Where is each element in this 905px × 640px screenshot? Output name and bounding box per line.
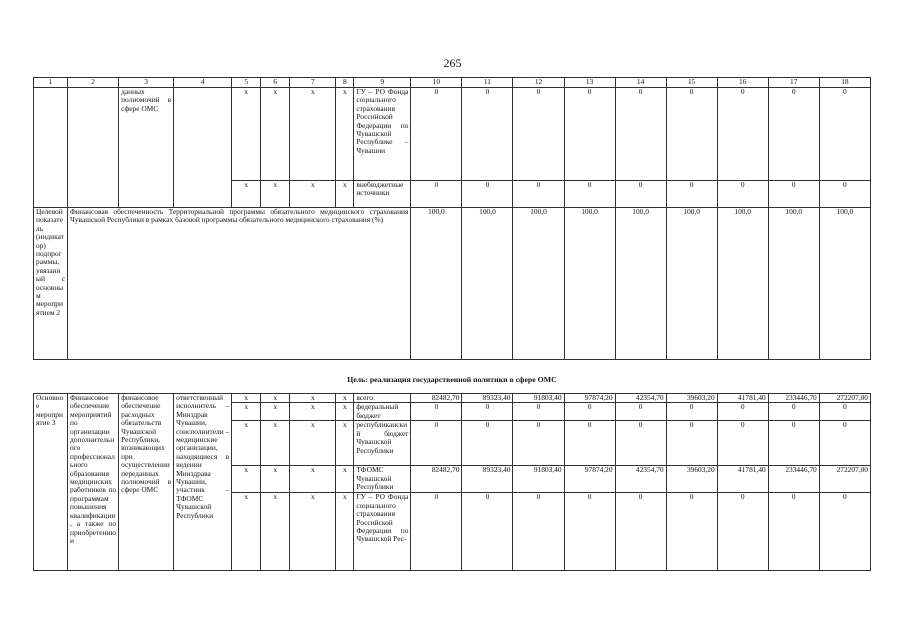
activity-purpose: финансовое обеспечение расходных обязательств Чувашской Республики, возникающих при осуществлении переданных полномочий в сфере ОМС: [119, 394, 174, 571]
value-cell: 0: [615, 403, 666, 421]
value-cell: 0: [462, 403, 513, 421]
value-cell: 0: [411, 403, 462, 421]
value-cell: 100,0: [564, 208, 615, 360]
value-cell: 0: [666, 421, 717, 466]
value-cell: 0: [513, 421, 564, 466]
mark-cell: x: [232, 88, 261, 181]
mark-cell: x: [232, 403, 261, 421]
value-cell: 100,0: [411, 208, 462, 360]
header-cell: 5: [232, 78, 261, 88]
value-cell: 0: [666, 493, 717, 571]
funding-source: ГУ – РО Фонда социального страхования Российской Федерации по Чувашской Республике – Чувашии: [354, 88, 411, 181]
value-cell: 0: [819, 403, 870, 421]
mark-cell: x: [336, 493, 354, 571]
value-cell: 0: [564, 421, 615, 466]
funding-source: ТФОМС Чувашской Республики: [354, 466, 411, 493]
header-cell: 18: [819, 78, 870, 88]
value-cell: 0: [666, 181, 717, 208]
header-cell: 4: [174, 78, 232, 88]
mark-cell: x: [336, 403, 354, 421]
value-cell: 0: [462, 181, 513, 208]
value-cell: 0: [666, 403, 717, 421]
value-cell: 0: [819, 421, 870, 466]
value-cell: 100,0: [819, 208, 870, 360]
empty-cell: [68, 88, 119, 208]
header-cell: 6: [261, 78, 290, 88]
mark-cell: x: [261, 493, 290, 571]
mark-cell: x: [290, 403, 336, 421]
value-cell: 41781,40: [717, 394, 768, 403]
value-cell: 0: [564, 403, 615, 421]
value-cell: 0: [513, 403, 564, 421]
empty-cell: [34, 88, 68, 208]
value-cell: 82482,70: [411, 466, 462, 493]
mark-cell: x: [261, 403, 290, 421]
funding-source: федеральный бюджет: [354, 403, 411, 421]
value-cell: 0: [462, 493, 513, 571]
value-cell: 0: [564, 88, 615, 181]
value-cell: 100,0: [768, 208, 819, 360]
mark-cell: x: [290, 466, 336, 493]
mark-cell: x: [290, 181, 336, 208]
table-row: [34, 88, 871, 181]
mark-cell: x: [336, 394, 354, 403]
value-cell: 0: [819, 493, 870, 571]
table-row: [34, 394, 871, 403]
target-label: Целевой показатель (индикатор) подпрограммы, увязанный с основным мероприятием 2: [34, 208, 68, 360]
mark-cell: x: [290, 394, 336, 403]
value-cell: 0: [411, 421, 462, 466]
header-cell: 7: [290, 78, 336, 88]
value-cell: 41781,40: [717, 466, 768, 493]
header-cell: 12: [513, 78, 564, 88]
mark-cell: x: [261, 181, 290, 208]
mark-cell: x: [232, 493, 261, 571]
value-cell: 0: [615, 181, 666, 208]
mark-cell: x: [232, 394, 261, 403]
value-cell: 0: [615, 493, 666, 571]
value-cell: 0: [717, 421, 768, 466]
mark-cell: x: [261, 466, 290, 493]
value-cell: 100,0: [666, 208, 717, 360]
mark-cell: x: [232, 181, 261, 208]
header-cell: 10: [411, 78, 462, 88]
header-cell: 16: [717, 78, 768, 88]
goal-title: Цель: реализация государственной политики в сфере ОМС: [347, 375, 557, 384]
activity-description: Финансовое обеспечение мероприятий по организации дополнительного профессионального образования медицинских работников по программам повышения квалификации, а также по приобретению и: [68, 394, 119, 571]
value-cell: 91803,40: [513, 466, 564, 493]
target-description: Финансовая обеспеченность Территориальной программы обязательного медицинского страхования Чувашской Республики в рамках базовой программы обязательного медицинского страхования (%): [68, 208, 411, 360]
mark-cell: x: [261, 394, 290, 403]
value-cell: 272207,00: [819, 466, 870, 493]
target-indicator-row: [34, 208, 871, 360]
header-cell: 14: [615, 78, 666, 88]
header-cell: 11: [462, 78, 513, 88]
value-cell: 97874,20: [564, 394, 615, 403]
mark-cell: x: [232, 466, 261, 493]
mark-cell: x: [290, 88, 336, 181]
mark-cell: x: [336, 88, 354, 181]
header-cell: 1: [34, 78, 68, 88]
value-cell: 100,0: [513, 208, 564, 360]
value-cell: 42354,70: [615, 466, 666, 493]
mark-cell: x: [336, 421, 354, 466]
value-cell: 0: [768, 88, 819, 181]
header-cell: 9: [354, 78, 411, 88]
value-cell: 89323,40: [462, 466, 513, 493]
budget-table-bottom: [33, 393, 871, 571]
mark-cell: x: [261, 88, 290, 181]
value-cell: 0: [462, 421, 513, 466]
value-cell: 0: [462, 88, 513, 181]
value-cell: 0: [564, 493, 615, 571]
page-number: 265: [443, 56, 462, 70]
value-cell: 272207,00: [819, 394, 870, 403]
funding-source: всего: [354, 394, 411, 403]
mark-cell: x: [336, 181, 354, 208]
header-cell: 2: [68, 78, 119, 88]
header-cell: 13: [564, 78, 615, 88]
value-cell: 0: [717, 493, 768, 571]
funding-source: ГУ – РО Фонда социального страхования Российской Федерации по Чувашской Рес-: [354, 493, 411, 571]
value-cell: 42354,70: [615, 394, 666, 403]
header-cell: 8: [336, 78, 354, 88]
value-cell: 82482,70: [411, 394, 462, 403]
value-cell: 89323,40: [462, 394, 513, 403]
value-cell: 0: [768, 493, 819, 571]
value-cell: 91803,40: [513, 394, 564, 403]
value-cell: 0: [411, 493, 462, 571]
value-cell: 0: [615, 421, 666, 466]
value-cell: 233446,70: [768, 466, 819, 493]
value-cell: 39603,20: [666, 394, 717, 403]
funding-source: республиканский бюджет Чувашской Республики: [354, 421, 411, 466]
header-cell: 15: [666, 78, 717, 88]
empty-cell: [174, 88, 232, 208]
funding-source: внебюджетные источники: [354, 181, 411, 208]
value-cell: 0: [564, 181, 615, 208]
mark-cell: x: [290, 493, 336, 571]
value-cell: 0: [615, 88, 666, 181]
header-cell: 17: [768, 78, 819, 88]
value-cell: 0: [768, 181, 819, 208]
value-cell: 0: [717, 88, 768, 181]
value-cell: 97874,20: [564, 466, 615, 493]
header-cell: 3: [119, 78, 174, 88]
mark-cell: x: [261, 421, 290, 466]
value-cell: 0: [768, 421, 819, 466]
responsible-executor: ответственный исполнитель – Минздрав Чувашии, соисполнители – медицинские организации, находящиеся в ведении Минздрава Чувашии, участник – ТФОМС Чувашской Республики: [174, 394, 232, 571]
value-cell: 0: [513, 493, 564, 571]
mark-cell: x: [290, 421, 336, 466]
value-cell: 0: [666, 88, 717, 181]
value-cell: 39603,20: [666, 466, 717, 493]
value-cell: 0: [411, 88, 462, 181]
value-cell: 0: [717, 403, 768, 421]
value-cell: 100,0: [717, 208, 768, 360]
activity-label: Основное мероприятие 3: [34, 394, 68, 571]
value-cell: 0: [411, 181, 462, 208]
value-cell: 0: [768, 403, 819, 421]
value-cell: 0: [717, 181, 768, 208]
responsibility-cell: данных полномочий в сфере ОМС: [119, 88, 174, 208]
value-cell: 233446,70: [768, 394, 819, 403]
mark-cell: x: [336, 466, 354, 493]
value-cell: 100,0: [615, 208, 666, 360]
budget-table-top: [33, 77, 871, 360]
value-cell: 0: [819, 88, 870, 181]
header-row: [34, 78, 871, 88]
mark-cell: x: [232, 421, 261, 466]
value-cell: 0: [513, 181, 564, 208]
value-cell: 0: [819, 181, 870, 208]
value-cell: 100,0: [462, 208, 513, 360]
value-cell: 0: [513, 88, 564, 181]
